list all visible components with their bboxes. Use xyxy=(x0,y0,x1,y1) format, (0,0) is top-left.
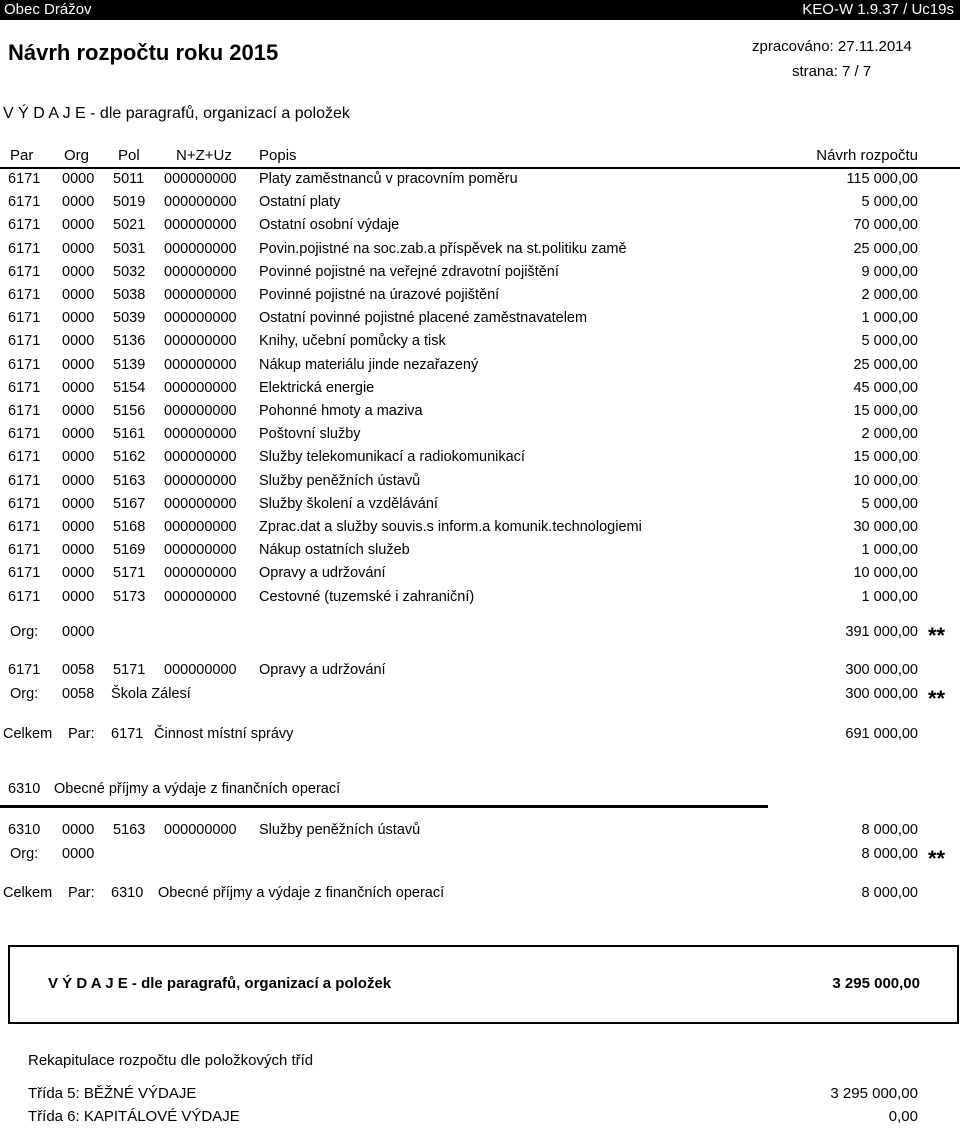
cell-nz: 000000000 xyxy=(164,263,237,280)
cell-popis: Zprac.dat a služby souvis.s inform.a komunik.technologiemi xyxy=(259,519,642,535)
total-par-label: Par: xyxy=(68,726,95,742)
table-row xyxy=(0,171,960,191)
cell-org: 0058 xyxy=(62,662,95,678)
cell-org: 0000 xyxy=(62,403,95,419)
cell-org: 0000 xyxy=(62,565,95,582)
cell-amount: 45 000,00 xyxy=(853,379,918,396)
org-amount: 391 000,00 xyxy=(845,624,918,640)
cell-nz: 000000000 xyxy=(164,662,237,678)
grand-total-box xyxy=(8,945,959,1024)
table-row xyxy=(0,357,960,377)
cell-amount: 115 000,00 xyxy=(846,171,918,187)
cell-popis: Ostatní osobní výdaje xyxy=(259,217,400,234)
cell-org: 0000 xyxy=(62,379,95,396)
cell-org: 0000 xyxy=(62,217,95,234)
cell-nz: 000000000 xyxy=(164,333,237,350)
col-header-popis: Popis xyxy=(259,147,297,164)
cell-amount: 2 000,00 xyxy=(861,426,918,443)
table-row xyxy=(0,380,960,400)
cell-org: 0000 xyxy=(62,171,95,187)
cell-amount: 25 000,00 xyxy=(853,240,918,257)
cell-pol: 5156 xyxy=(113,403,146,419)
cell-popis: Nákup materiálu jinde nezařazený xyxy=(259,356,479,373)
cell-pol: 5167 xyxy=(113,495,146,512)
cell-amount: 5 000,00 xyxy=(861,495,918,512)
cell-org: 0000 xyxy=(62,822,95,838)
cell-popis: Opravy a udržování xyxy=(259,565,386,582)
cell-nz: 000000000 xyxy=(164,356,237,373)
cell-org: 0000 xyxy=(62,263,95,280)
grand-total-label: V Ý D A J E - dle paragrafů, organizací a položek xyxy=(48,975,392,992)
cell-pol: 5021 xyxy=(113,217,146,234)
table-row xyxy=(0,403,960,423)
cell-popis: Povinné pojistné na veřejné zdravotní pojištění xyxy=(259,263,559,280)
cell-pol: 5136 xyxy=(113,333,146,350)
cell-amount: 1 000,00 xyxy=(861,588,918,605)
cell-pol: 5139 xyxy=(113,356,146,373)
cell-amount: 10 000,00 xyxy=(853,472,918,489)
cell-nz: 000000000 xyxy=(164,403,237,419)
cell-par: 6171 xyxy=(8,379,41,396)
cell-nz: 000000000 xyxy=(164,194,237,211)
cell-amount: 5 000,00 xyxy=(861,194,918,211)
cell-nz: 000000000 xyxy=(164,495,237,512)
org-label: Org: xyxy=(10,686,39,702)
section-code: 6310 xyxy=(8,781,41,797)
cell-popis: Knihy, učební pomůcky a tisk xyxy=(259,333,446,350)
table-row xyxy=(0,662,960,682)
total-par-code: 6310 xyxy=(111,885,144,901)
cell-nz: 000000000 xyxy=(164,379,237,396)
cell-par: 6171 xyxy=(8,171,41,187)
cell-pol: 5171 xyxy=(113,565,146,582)
cell-par: 6171 xyxy=(8,217,41,234)
cell-org: 0000 xyxy=(62,194,95,211)
cell-par: 6171 xyxy=(8,310,41,327)
cell-nz: 000000000 xyxy=(164,565,237,582)
processed-date-line xyxy=(752,38,912,55)
total-amount: 8 000,00 xyxy=(861,885,918,901)
cell-popis: Služby peněžních ústavů xyxy=(259,822,421,838)
cell-amount: 25 000,00 xyxy=(853,356,918,373)
cell-nz: 000000000 xyxy=(164,519,237,535)
cell-popis: Ostatní povinné pojistné placené zaměstnavatelem xyxy=(259,310,588,327)
cell-amount: 9 000,00 xyxy=(861,263,918,280)
cell-par: 6171 xyxy=(8,662,41,678)
recap-class5-amount: 3 295 000,00 xyxy=(830,1085,918,1102)
cell-nz: 000000000 xyxy=(164,171,237,187)
table-row xyxy=(0,287,960,307)
cell-org: 0000 xyxy=(62,287,95,303)
cell-pol: 5168 xyxy=(113,519,146,535)
cell-pol: 5154 xyxy=(113,379,146,396)
cell-org: 0000 xyxy=(62,472,95,489)
processed-label: zpracováno: xyxy=(752,38,834,55)
total-par-code: 6171 xyxy=(111,726,144,742)
table-row xyxy=(0,589,960,609)
col-header-org: Org xyxy=(64,147,90,164)
cell-par: 6171 xyxy=(8,426,41,443)
cell-amount: 10 000,00 xyxy=(853,565,918,582)
org-name: Škola Zálesí xyxy=(111,686,191,702)
table-row xyxy=(0,264,960,284)
cell-par: 6171 xyxy=(8,240,41,257)
cell-par: 6171 xyxy=(8,472,41,489)
subtotal-stars: ** xyxy=(928,686,946,711)
cell-org: 0000 xyxy=(62,542,95,559)
cell-amount: 15 000,00 xyxy=(853,403,918,419)
table-row xyxy=(0,426,960,446)
cell-org: 0000 xyxy=(62,426,95,443)
table-row xyxy=(0,333,960,353)
recap-title: Rekapitulace rozpočtu dle položkových tříd xyxy=(28,1052,314,1069)
cell-nz: 000000000 xyxy=(164,426,237,443)
cell-par: 6171 xyxy=(8,519,41,535)
org-amount: 8 000,00 xyxy=(861,846,918,862)
municipality-name: Obec Drážov xyxy=(4,1,92,18)
org-subtotal-6310 xyxy=(0,846,960,866)
cell-pol: 5039 xyxy=(113,310,146,327)
cell-par: 6171 xyxy=(8,194,41,211)
cell-popis: Poštovní služby xyxy=(259,426,361,443)
cell-nz: 000000000 xyxy=(164,240,237,257)
cell-nz: 000000000 xyxy=(164,449,237,466)
cell-org: 0000 xyxy=(62,240,95,257)
section-rule xyxy=(0,805,768,808)
cell-pol: 5163 xyxy=(113,822,146,838)
cell-popis: Nákup ostatních služeb xyxy=(259,542,410,559)
cell-nz: 000000000 xyxy=(164,588,237,605)
cell-amount: 1 000,00 xyxy=(861,310,918,327)
table-row xyxy=(0,496,960,516)
cell-pol: 5038 xyxy=(113,287,146,303)
cell-amount: 300 000,00 xyxy=(845,662,918,678)
cell-pol: 5171 xyxy=(113,662,146,678)
cell-amount: 30 000,00 xyxy=(853,519,918,535)
org-amount: 300 000,00 xyxy=(845,686,918,702)
cell-org: 0000 xyxy=(62,519,95,535)
header-rule xyxy=(0,167,960,169)
cell-popis: Elektrická energie xyxy=(259,379,375,396)
cell-org: 0000 xyxy=(62,310,95,327)
section-name: Obecné příjmy a výdaje z finančních operací xyxy=(54,781,341,797)
cell-par: 6171 xyxy=(8,263,41,280)
total-label: Celkem xyxy=(3,726,53,742)
cell-popis: Platy zaměstnanců v pracovním poměru xyxy=(259,171,518,187)
cell-pol: 5019 xyxy=(113,194,146,211)
cell-pol: 5011 xyxy=(113,171,145,187)
paragraph-total-6171 xyxy=(0,726,960,746)
cell-nz: 000000000 xyxy=(164,287,237,303)
page-title: Návrh rozpočtu roku 2015 xyxy=(8,40,279,65)
page-number-line xyxy=(792,63,871,80)
subtotal-stars: ** xyxy=(928,623,946,648)
recap-class6-amount: 0,00 xyxy=(888,1108,918,1125)
total-amount: 691 000,00 xyxy=(845,726,918,742)
header-bar xyxy=(0,0,960,20)
total-par-label: Par: xyxy=(68,885,95,901)
cell-par: 6171 xyxy=(8,333,41,350)
col-header-nz: N+Z+Uz xyxy=(176,147,232,164)
subtotal-stars: ** xyxy=(928,846,946,871)
cell-nz: 000000000 xyxy=(164,472,237,489)
page-label: strana: xyxy=(792,63,838,80)
cell-popis: Služby peněžních ústavů xyxy=(259,472,421,489)
org-subtotal-0058 xyxy=(0,686,960,706)
cell-par: 6171 xyxy=(8,356,41,373)
org-subtotal-0000 xyxy=(0,624,960,644)
cell-par: 6171 xyxy=(8,565,41,582)
cell-pol: 5162 xyxy=(113,449,146,466)
cell-nz: 000000000 xyxy=(164,217,237,234)
table-row xyxy=(0,194,960,214)
org-label: Org: xyxy=(10,846,39,862)
cell-popis: Ostatní platy xyxy=(259,194,341,211)
recap-class5-label: Třída 5: BĚŽNÉ VÝDAJE xyxy=(28,1085,197,1102)
cell-popis: Pohonné hmoty a maziva xyxy=(259,403,423,419)
table-row xyxy=(0,310,960,330)
cell-par: 6171 xyxy=(8,287,41,303)
col-header-pol: Pol xyxy=(118,147,140,164)
total-par-name: Činnost místní správy xyxy=(154,726,294,742)
cell-par: 6171 xyxy=(8,449,41,466)
total-label: Celkem xyxy=(3,885,53,901)
cell-par: 6171 xyxy=(8,542,41,559)
page-number: 7 / 7 xyxy=(842,63,872,80)
cell-popis: Povin.pojistné na soc.zab.a příspěvek na st.politiku zamě xyxy=(259,240,627,257)
table-row xyxy=(0,241,960,261)
section-title: V Ý D A J E - dle paragrafů, organizací a položek xyxy=(3,105,350,122)
cell-popis: Služby telekomunikací a radiokomunikací xyxy=(259,449,525,466)
cell-org: 0000 xyxy=(62,588,95,605)
org-code: 0000 xyxy=(62,624,95,640)
cell-pol: 5169 xyxy=(113,542,146,559)
cell-popis: Cestovné (tuzemské i zahraniční) xyxy=(259,588,475,605)
total-par-name: Obecné příjmy a výdaje z finančních operací xyxy=(158,885,445,901)
cell-nz: 000000000 xyxy=(164,822,237,838)
table-row xyxy=(0,217,960,237)
cell-pol: 5031 xyxy=(113,240,146,257)
grand-total-amount: 3 295 000,00 xyxy=(832,975,920,992)
cell-amount: 5 000,00 xyxy=(861,333,918,350)
processed-date: 27.11.2014 xyxy=(837,38,912,55)
cell-nz: 000000000 xyxy=(164,310,237,327)
cell-amount: 1 000,00 xyxy=(861,542,918,559)
cell-amount: 70 000,00 xyxy=(853,217,918,234)
table-row xyxy=(0,542,960,562)
table-row xyxy=(0,519,960,539)
cell-popis: Služby školení a vzdělávání xyxy=(259,495,438,512)
org-code: 0000 xyxy=(62,846,95,862)
cell-org: 0000 xyxy=(62,333,95,350)
table-row xyxy=(0,473,960,493)
cell-org: 0000 xyxy=(62,356,95,373)
section-6310-heading xyxy=(0,781,960,801)
cell-amount: 2 000,00 xyxy=(861,287,918,303)
cell-pol: 5161 xyxy=(113,426,146,443)
cell-par: 6171 xyxy=(8,495,41,512)
table-row xyxy=(0,822,960,842)
org-code: 0058 xyxy=(62,686,95,702)
col-header-amount: Návrh rozpočtu xyxy=(816,147,918,164)
cell-popis: Povinné pojistné na úrazové pojištění xyxy=(259,287,500,303)
cell-nz: 000000000 xyxy=(164,542,237,559)
cell-org: 0000 xyxy=(62,449,95,466)
table-row xyxy=(0,565,960,585)
cell-org: 0000 xyxy=(62,495,95,512)
paragraph-total-6310 xyxy=(0,885,960,905)
cell-pol: 5032 xyxy=(113,263,146,280)
cell-pol: 5163 xyxy=(113,472,146,489)
col-header-par: Par xyxy=(10,147,34,164)
cell-par: 6171 xyxy=(8,403,41,419)
cell-pol: 5173 xyxy=(113,588,146,605)
table-row xyxy=(0,449,960,469)
program-version: KEO-W 1.9.37 / Uc19s xyxy=(802,1,954,18)
recap-class6-label: Třída 6: KAPITÁLOVÉ VÝDAJE xyxy=(28,1108,240,1125)
cell-amount: 15 000,00 xyxy=(853,449,918,466)
cell-par: 6310 xyxy=(8,822,41,838)
cell-popis: Opravy a udržování xyxy=(259,662,386,678)
cell-amount: 8 000,00 xyxy=(861,822,918,838)
org-label: Org: xyxy=(10,624,39,640)
cell-par: 6171 xyxy=(8,588,41,605)
